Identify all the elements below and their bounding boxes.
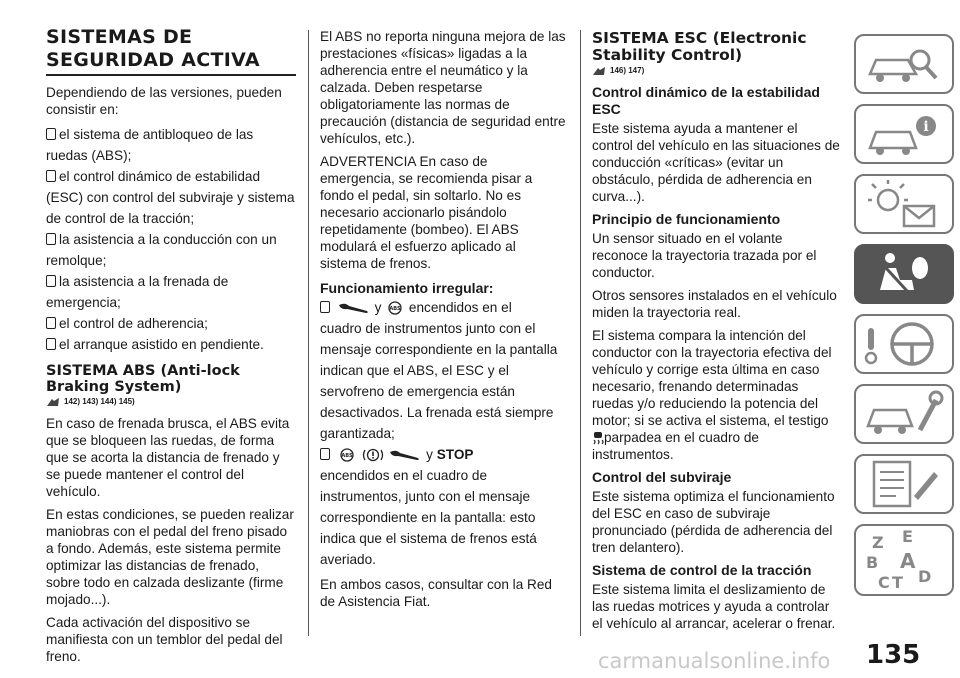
alphabet-index-icon xyxy=(856,526,952,594)
bullet-icon xyxy=(46,128,56,140)
advertencia-paragraph: ADVERTENCIA En caso de emergencia, se recomienda pisar a fondo el pedal, sin soltarlo. No es necesario accionarlo pisándolo repetidamente (bombeo). El ABS modulará el esfuerzo aplicado al sistema de frenos. xyxy=(320,154,533,271)
esc-paragraph-5: Este sistema optimiza el funcionamiento del ESC en caso de subviraje pronunciado (pérdida de adherencia del tren delantero). xyxy=(592,489,835,555)
svg-text:ABS: ABS xyxy=(389,306,401,313)
tab-driving[interactable] xyxy=(854,314,954,374)
wrench-warning-icon xyxy=(388,448,422,462)
warning-lights-icon xyxy=(856,176,952,232)
irregular-text-2: encendidos en el cuadro de instrumentos, junto con el mensaje correspondiente en la pantalla: esto indica que el sistema de frenos está averiado. xyxy=(320,468,537,567)
warning-hand-icon xyxy=(592,66,606,76)
esc-subheading-2: Principio de funcionamiento xyxy=(592,211,781,227)
tab-warning-lights[interactable] xyxy=(854,174,954,234)
abs-warning-icon xyxy=(337,448,357,462)
checklist-icon xyxy=(856,456,952,512)
esc-paragraph-1: Este sistema ayuda a mantener el control del vehículo en las situaciones de conducción «críticas» (evitar un obstáculo, pérdida de adherencia en curva...). xyxy=(592,121,840,204)
bullet-icon xyxy=(46,275,56,287)
abs-warning-icon xyxy=(385,301,405,315)
svg-text:E: E xyxy=(902,527,913,546)
svg-text:B: B xyxy=(866,553,879,572)
list-item: la asistencia a la conducción con un remolque; xyxy=(46,232,277,268)
bullet-icon xyxy=(46,233,56,245)
esc-heading: SISTEMA ESC (Electronic Stability Control) xyxy=(592,29,807,64)
bullet-list xyxy=(46,124,296,355)
column-3 xyxy=(592,28,842,638)
list-item: el control dinámico de estabilidad (ESC) con control del subviraje y sistema de control de la tracción; xyxy=(46,169,295,226)
irregular-item-2: ABS y STOP xyxy=(320,444,566,465)
irregular-text-1: cuadro de instrumentos junto con el mensaje correspondiente en la pantalla indican que el ABS, el ESC y el servofreno de emergencia están desactivados. La frenada está siempre garantizada; xyxy=(320,321,558,441)
warning-hand-icon xyxy=(46,397,60,407)
car-search-icon xyxy=(856,36,952,92)
list-item: el sistema de antibloqueo de las ruedas (ABS); xyxy=(46,127,254,163)
bullet-icon xyxy=(320,301,330,313)
abs-heading: SISTEMA ABS (Anti-lock Braking System) xyxy=(46,363,240,395)
stop-label: STOP xyxy=(436,447,474,462)
column-1 xyxy=(46,28,296,671)
svg-text:i: i xyxy=(923,119,929,135)
tab-emergency[interactable] xyxy=(854,384,954,444)
esc-subheading-1: Control dinámico de la estabilidad ESC xyxy=(592,84,820,117)
wrench-warning-icon xyxy=(337,301,371,315)
abs-paragraph-4: El ABS no reporta ninguna mejora de las prestaciones «físicas» ligadas a la adherencia entre el neumático y la calzada. Deben respetarse obligatoriamente las normas de precaución (distancia de seguridad entre vehículos, etc.). xyxy=(320,29,566,146)
list-item: el control de adherencia; xyxy=(46,313,296,334)
title-underline xyxy=(46,74,296,76)
list-item: el arranque asistido en pendiente. xyxy=(46,334,296,355)
tab-safety[interactable] xyxy=(854,244,954,304)
column-divider xyxy=(308,30,309,636)
watermark: carmanualsonline.info xyxy=(598,649,831,673)
car-info-icon xyxy=(856,106,952,162)
svg-text:A: A xyxy=(900,549,916,573)
esc-paragraph-2: Un sensor situado en el volante reconoce la trayectoria trazada por el conductor. xyxy=(592,231,817,280)
final-paragraph: En ambos casos, consultar con la Red de Asistencia Fiat. xyxy=(320,577,552,609)
esc-paragraph-6: Este sistema limita el deslizamiento de las ruedas motrices y ayuda a controlar el vehículo al arrancar, acelerar o frenar. xyxy=(592,582,836,631)
intro-paragraph: Dependiendo de las versiones, pueden consistir en: xyxy=(46,85,282,117)
irregular-heading: Funcionamiento irregular: xyxy=(320,280,494,296)
list-item: la asistencia a la frenada de emergencia; xyxy=(46,274,229,310)
airbag-seat-icon xyxy=(856,246,952,302)
brake-warning-icon xyxy=(361,448,385,462)
steering-wheel-icon xyxy=(856,316,952,372)
bullet-icon xyxy=(46,170,56,182)
svg-text:ABS: ABS xyxy=(341,453,353,460)
esc-paragraph-3: Otros sensores instalados en el vehículo miden la trayectoria real. xyxy=(592,288,837,320)
tab-car-info[interactable] xyxy=(854,104,954,164)
svg-text:D: D xyxy=(918,567,932,586)
abs-paragraph-1: En caso de frenada brusca, el ABS evita que se bloqueen las ruedas, de forma que se acorta la distancia de frenado y se puede mantener el control del vehículo. xyxy=(46,416,290,499)
abs-paragraph-2: En estas condiciones, se pueden realizar maniobras con el pedal del freno pisado a fondo. Además, este sistema permite optimizar las distancias de frenado, sobre todo en calzada deslizante (firme mojado...). xyxy=(46,507,294,607)
bullet-icon xyxy=(320,448,330,460)
tab-maintenance[interactable] xyxy=(854,454,954,514)
svg-text:Z: Z xyxy=(872,533,884,552)
car-wrench-icon xyxy=(856,386,952,442)
esc-references: 146) 147) xyxy=(592,66,842,76)
esc-skid-icon xyxy=(592,431,604,445)
page-title-line2: SEGURIDAD ACTIVA xyxy=(46,49,260,71)
esc-subheading-3: Control del subviraje xyxy=(592,469,732,485)
abs-paragraph-3: Cada activación del dispositivo se manifiesta con un temblor del pedal del freno. xyxy=(46,615,283,664)
chapter-index-sidebar xyxy=(850,26,960,626)
column-divider xyxy=(580,30,581,636)
column-2 xyxy=(320,28,566,616)
page-title-line1: SISTEMAS DE xyxy=(46,26,193,48)
svg-text:T: T xyxy=(892,573,903,592)
svg-text:C: C xyxy=(878,573,890,592)
esc-paragraph-4: El sistema compara la intención del conductor con la trayectoria efectiva del vehículo y corrige esta última en caso necesario, frenando determinadas ruedas y/o reduciendo la potencia del motor; si se activa el sistema, el testigo parpadea en el cuadro de instrumentos. xyxy=(592,328,832,462)
irregular-item-1: y ABS encendidos en el xyxy=(320,297,566,318)
bullet-icon xyxy=(46,317,56,329)
abs-references: 142) 143) 144) 145) xyxy=(46,397,296,407)
page-number: 135 xyxy=(866,640,921,670)
esc-subheading-4: Sistema de control de la tracción xyxy=(592,562,812,578)
tab-car-search[interactable] xyxy=(854,34,954,94)
tab-alphabetical-index[interactable] xyxy=(854,524,954,596)
bullet-icon xyxy=(46,338,56,350)
